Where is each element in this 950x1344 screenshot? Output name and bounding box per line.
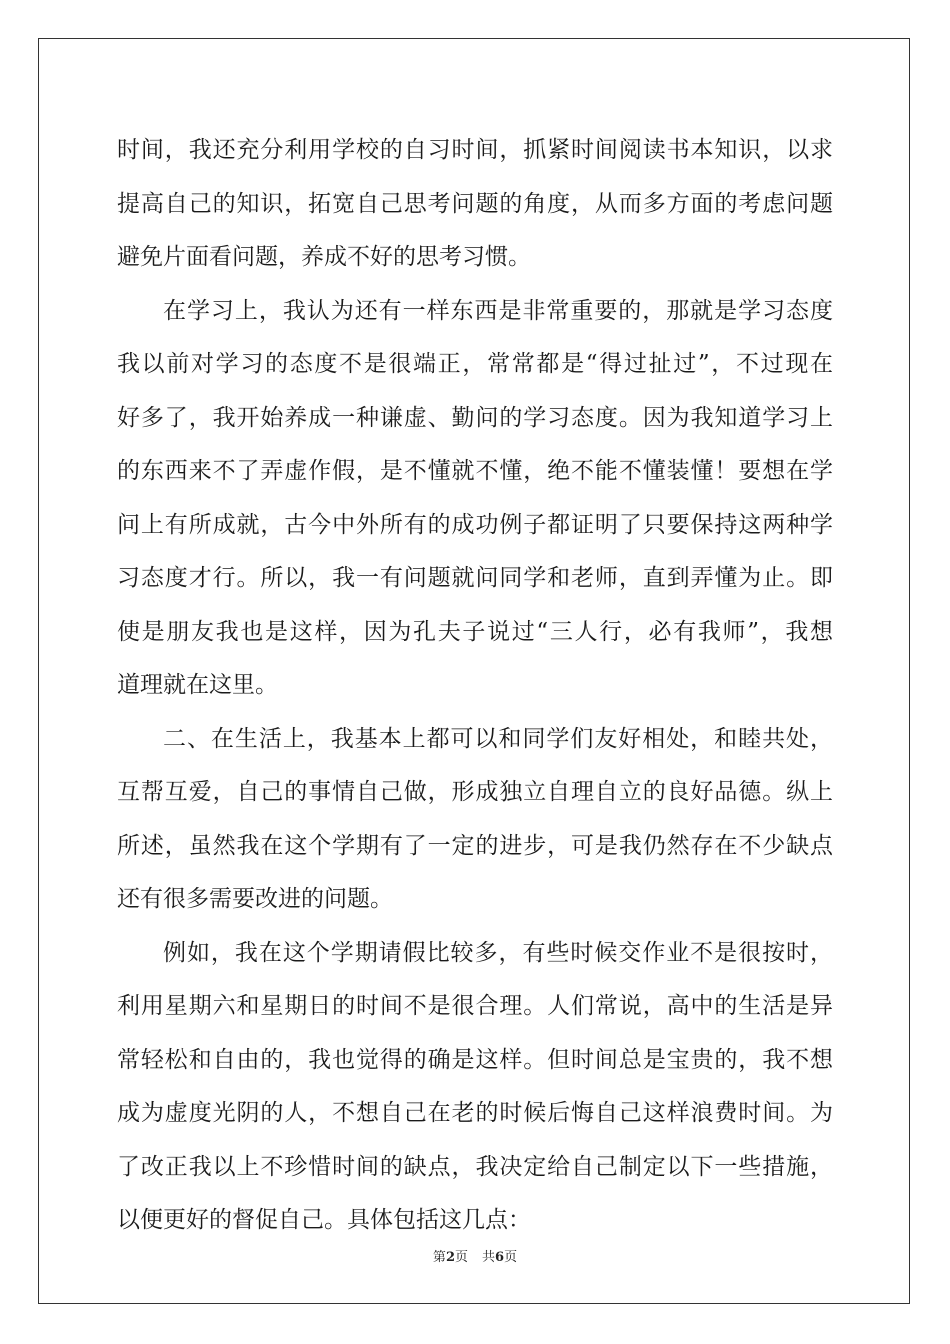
text-line: 互帮互爱，自己的事情自己做，形成独立自理自立的良好品德。纵上 [117,779,833,805]
text-line: 例如，我在这个学期请假比较多，有些时候交作业不是很按时， [163,939,833,966]
text-line: 常轻松和自由的，我也觉得的确是这样。但时间总是宝贵的，我不想 [117,1046,833,1073]
text-line: 习态度才行。所以，我一有问题就问同学和老师，直到弄懂为止。即 [117,565,833,591]
text-line: 的东西来不了弄虚作假，是不懂就不懂，绝不能不懂装懂！要想在学 [117,458,833,484]
text-line: 还有很多需要改进的问题。 [117,886,393,912]
page-number: 2 [445,1250,455,1265]
total-pages: 6 [495,1250,505,1265]
total-prefix: 共 [482,1250,496,1265]
text-line: 好多了，我开始养成一种谦虚、勤问的学习态度。因为我知道学习上 [117,404,833,431]
page-suffix: 页 [454,1250,468,1265]
document-body [117,124,833,1248]
text-line: 以便更好的督促自己。具体包括这几点： [117,1207,531,1233]
text-line: 在学习上，我认为还有一样东西是非常重要的，那就是学习态度 [163,297,833,324]
text-line: 时间，我还充分利用学校的自习时间，抓紧时间阅读书本知识，以求 [117,137,833,163]
page-prefix: 第 [432,1250,446,1265]
text-line: 成为虚度光阴的人，不想自己在老的时候后悔自己这样浪费时间。为 [117,1100,833,1126]
text-line: 问上有所成就，古今中外所有的成功例子都证明了只要保持这两种学 [117,511,833,538]
text-line: 使是朋友我也是这样，因为孔夫子说过“三人行，必有我师”，我想 [117,618,833,645]
text-line: 道理就在这里。 [117,672,278,698]
text-line: 利用星期六和星期日的时间不是很合理。人们常说，高中的生活是异 [117,993,833,1019]
text-line: 所述，虽然我在这个学期有了一定的进步，可是我仍然存在不少缺点 [117,832,833,859]
text-line: 我以前对学习的态度不是很端正，常常都是“得过扯过”，不过现在 [117,351,833,377]
text-line: 了改正我以上不珍惜时间的缺点，我决定给自己制定以下一些措施， [117,1153,833,1180]
text-line: 避免片面看问题，养成不好的思考习惯。 [117,244,531,270]
total-suffix: 页 [504,1250,518,1265]
page-footer [0,1246,950,1265]
text-line: 提高自己的知识，拓宽自己思考问题的角度，从而多方面的考虑问题 [117,190,833,217]
text-line: 二、在生活上，我基本上都可以和同学们友好相处，和睦共处， [163,725,833,752]
